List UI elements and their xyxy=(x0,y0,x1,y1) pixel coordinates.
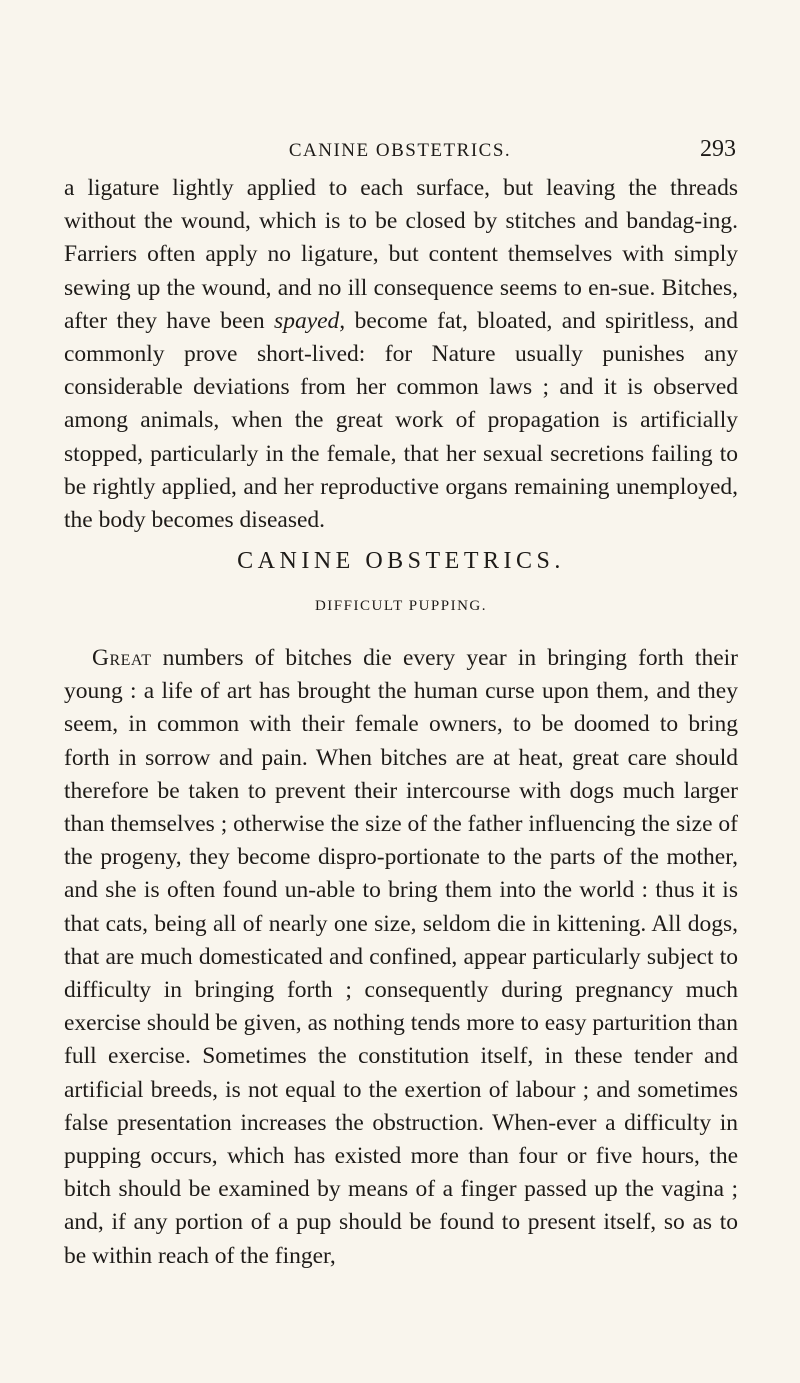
continuation-paragraph xyxy=(64,172,738,537)
paragraph-text-part: a ligature lightly applied to each surface, but leaving the threads without the wound, which is to be closed by stitches and bandag-ing. Farriers often apply no ligature, but content themselves with simply sewing up the wound, and no ill consequence seems to en-sue. Bitches, after they have been xyxy=(64,175,738,334)
section-paragraph xyxy=(64,642,738,1273)
running-head-title: CANINE OBSTETRICS. xyxy=(288,140,512,161)
section-heading: CANINE OBSTETRICS. xyxy=(237,548,565,574)
running-head xyxy=(64,136,736,166)
lead-word: Great xyxy=(92,645,152,671)
paragraph-text xyxy=(64,172,738,537)
paragraph-text xyxy=(64,642,738,1273)
section-subheading: DIFFICULT PUPPING. xyxy=(314,598,488,614)
emphasized-word: spayed, xyxy=(274,307,346,334)
paragraph-text-part: become fat, bloated, and spiritless, and commonly prove short-lived: for Nature usually punishes any considerable deviations from her common laws ; and it is observed among animals, when the great work of propagation is artificially stopped, particularly in the female, that her sexual secretions failing to be rightly applied, and her reproductive organs remaining unemployed, the body becomes diseased. xyxy=(64,307,738,534)
paragraph-body: numbers of bitches die every year in bringing forth their young : a life of art has brought the human curse upon them, and they seem, in common with their female owners, to be doomed to bring forth in sorrow and pain. When bitches are at heat, great care should therefore be taken to prevent their intercourse with dogs much larger than themselves ; otherwise the size of the father influencing the size of the progeny, they become dispro-portionate to the parts of the mother, and she is often found un-able to bring them into the world : thus it is that cats, being all of nearly one size, seldom die in kittening. All dogs, that are much domesticated and confined, appear particularly subject to difficulty in bringing forth ; consequently during pregnancy much exercise should be given, as nothing tends more to easy parturition than full exercise. Sometimes the constitution itself, in these tender and artificial breeds, is not equal to the exertion of labour ; and sometimes false presentation increases the obstruction. When-ever a difficulty in pupping occurs, which has existed more than four or five hours, the bitch should be examined by means of a finger passed up the vagina ; and, if any portion of a pup should be found to present itself, so as to be within reach of the finger, xyxy=(64,645,738,1269)
page-number: 293 xyxy=(700,136,736,162)
